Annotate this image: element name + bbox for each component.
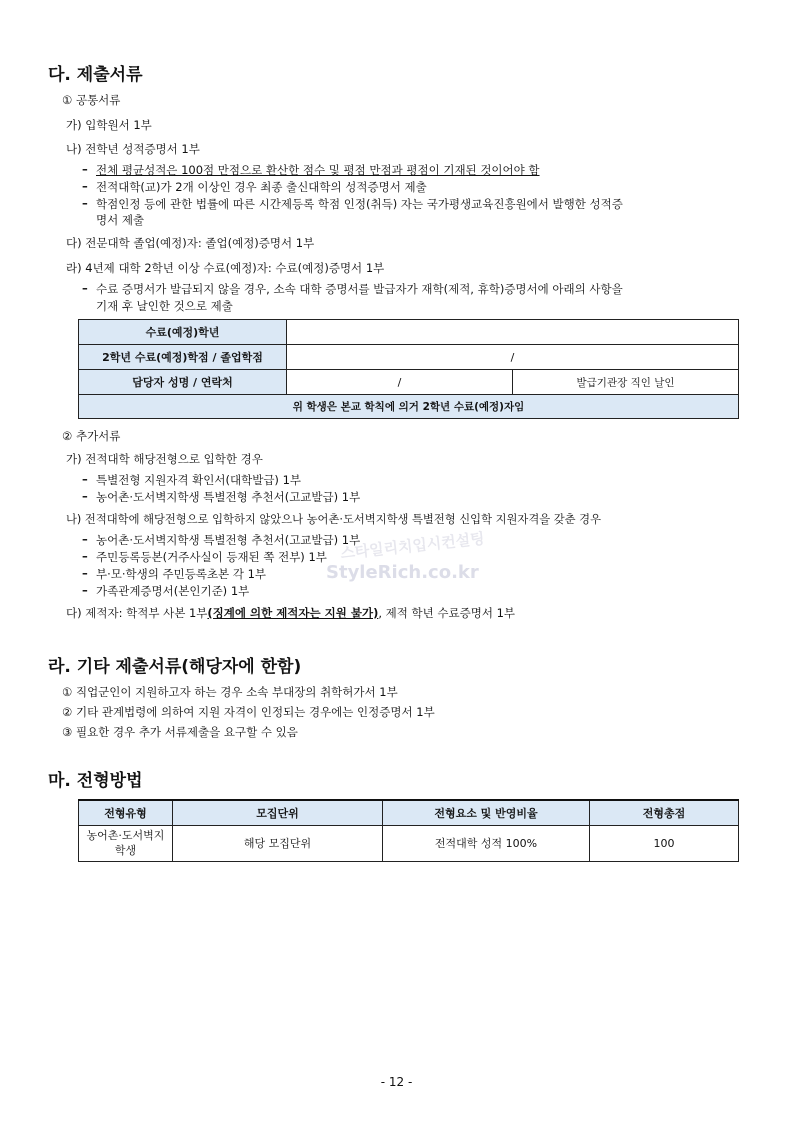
section-ra-item-2: ② 기타 관계법령에 의하여 지원 자격이 인정되는 경우에는 인정증명서 1부 bbox=[62, 705, 435, 719]
cert-row2-value: / bbox=[287, 345, 739, 370]
extra-na-bullet-3: – 부·모·학생의 주민등록초본 각 1부 bbox=[96, 566, 266, 582]
extra-ga-bullet-1: – 특별전형 지원자격 확인서(대학발급) 1부 bbox=[96, 472, 301, 488]
item-ra: 라) 4년제 대학 2학년 이상 수료(예정)자: 수료(예정)증명서 1부 bbox=[66, 261, 385, 275]
completion-cert-table bbox=[78, 319, 739, 419]
selection-method-table bbox=[78, 799, 739, 862]
cell-type: 농어촌·도서벽지 학생 bbox=[79, 825, 173, 861]
col-header-unit: 모집단위 bbox=[173, 800, 383, 825]
page-number: - 12 - bbox=[380, 1075, 413, 1089]
extra-da-prefix: 다) 제적자: 학적부 사본 1부 bbox=[66, 606, 208, 620]
section-ma-title: 마. 전형방법 bbox=[48, 771, 143, 791]
col-header-type: 전형유형 bbox=[79, 800, 173, 825]
bullet-credit-bank: – 학점인정 등에 관한 법률에 따른 시간제등록 학점 인정(취득) 자는 국가평생교육진흥원에서 발행한 성적증 bbox=[96, 196, 623, 212]
extra-na-bullet-2: – 주민등록등본(거주사실이 등재된 쪽 전부) 1부 bbox=[96, 549, 327, 565]
bullet-multiple-colleges: – 전적대학(교)가 2개 이상인 경우 최종 출신대학의 성적증명서 제출 bbox=[96, 179, 427, 195]
item-ga: 가) 입학원서 1부 bbox=[66, 118, 152, 132]
extra-item-da bbox=[66, 605, 515, 621]
extra-da-bold: (징계에 의한 제적자는 지원 불가) bbox=[207, 606, 379, 620]
section-ra-item-3: ③ 필요한 경우 추가 서류제출을 요구할 수 있음 bbox=[62, 725, 298, 739]
extra-da-suffix: , 제적 학년 수료증명서 1부 bbox=[378, 606, 516, 620]
bullet-gpa: – 전체 평균성적은 100점 만점으로 환산한 점수 및 평점 만점과 평점이 기재된 것이어야 함 bbox=[96, 162, 540, 178]
bullet-completion-cert-cont: 기재 후 날인한 것으로 제출 bbox=[96, 299, 233, 313]
section-ra-title: 라. 기타 제출서류(해당자에 한함) bbox=[48, 657, 302, 677]
bullet-completion-cert: – 수료 증명서가 발급되지 않을 경우, 소속 대학 증명서를 발급자가 재학(제적, 휴학)증명서에 아래의 사항을 bbox=[96, 281, 623, 297]
common-docs-label: ① 공통서류 bbox=[62, 93, 121, 107]
cert-footer: 위 학생은 본교 학칙에 의거 2학년 수료(예정)자임 bbox=[79, 395, 739, 419]
item-da: 다) 전문대학 졸업(예정)자: 졸업(예정)증명서 1부 bbox=[66, 236, 315, 250]
watermark-url: StyleRich.co.kr bbox=[326, 562, 479, 583]
watermark-korean: 스타일리치입시컨설팅 bbox=[339, 529, 486, 563]
extra-item-ga: 가) 전적대학 해당전형으로 입학한 경우 bbox=[66, 452, 263, 466]
cert-row1-label: 수료(예정)학년 bbox=[79, 320, 287, 345]
cert-row1-value bbox=[287, 320, 739, 345]
section-ra-item-1: ① 직업군인이 지원하고자 하는 경우 소속 부대장의 취학허가서 1부 bbox=[62, 685, 398, 699]
cert-row2-label: 2학년 수료(예정)학점 / 졸업학점 bbox=[79, 345, 287, 370]
cell-elements: 전적대학 성적 100% bbox=[383, 825, 590, 861]
cell-unit: 해당 모집단위 bbox=[173, 825, 383, 861]
extra-na-bullet-1: – 농어촌·도서벽지학생 특별전형 추천서(고교발급) 1부 bbox=[96, 532, 360, 548]
extra-docs-label: ② 추가서류 bbox=[62, 429, 121, 443]
extra-item-na: 나) 전적대학에 해당전형으로 입학하지 않았으나 농어촌·도서벽지학생 특별전형 신입학 지원자격을 갖춘 경우 bbox=[66, 513, 601, 526]
extra-ga-bullet-2: – 농어촌·도서벽지학생 특별전형 추천서(고교발급) 1부 bbox=[96, 489, 360, 505]
bullet-credit-bank-cont: 명서 제출 bbox=[96, 213, 145, 227]
cert-row3-value: / bbox=[287, 370, 513, 395]
cert-row3-seal: 발급기관장 직인 날인 bbox=[513, 370, 739, 395]
cert-row3-label: 담당자 성명 / 연락처 bbox=[79, 370, 287, 395]
col-header-elements: 전형요소 및 반영비율 bbox=[383, 800, 590, 825]
extra-na-bullet-4: – 가족관계증명서(본인기준) 1부 bbox=[96, 583, 249, 599]
item-na: 나) 전학년 성적증명서 1부 bbox=[66, 142, 200, 156]
cell-total: 100 bbox=[590, 825, 739, 861]
section-da-title: 다. 제출서류 bbox=[48, 65, 143, 85]
col-header-total: 전형총점 bbox=[590, 800, 739, 825]
